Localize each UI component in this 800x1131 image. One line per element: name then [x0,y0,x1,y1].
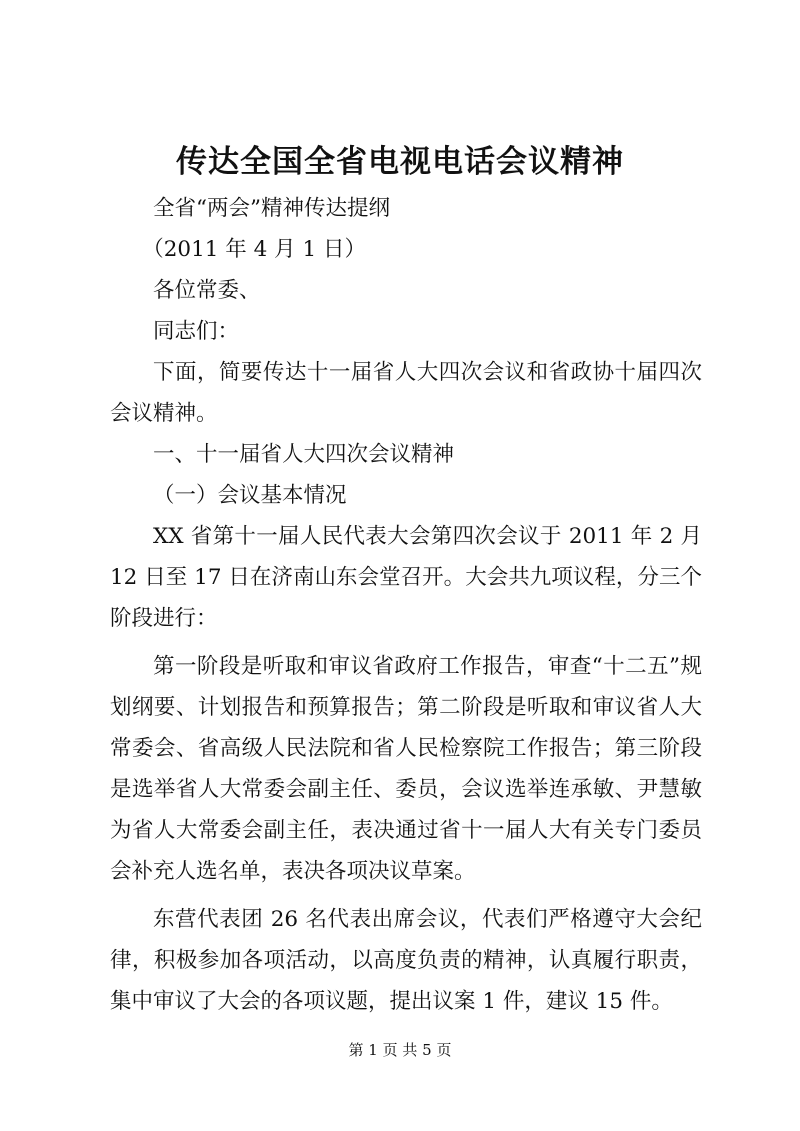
document-body [110,188,702,1022]
body-paragraph: XX 省第十一届人民代表大会第四次会议于 2011 年 2 月 12 日至 17 日在济南山东会堂召开。大会共九项议程，分三个阶段进行： [110,524,702,631]
section-heading: 一、十一届省人大四次会议精神 [153,442,455,467]
date-paragraph: （2011 年 4 月 1 日） [142,237,366,262]
document-title: 传达全国全省电视电话会议精神 [176,144,624,180]
body-paragraph: 第一阶段是听取和审议省政府工作报告，审查“十二五”规划纲要、计划报告和预算报告；第二阶段是听取和审议省人大常委会、省高级人民法院和省人民检察院工作报告；第三阶段是选举省人大常委会副主任、委员，会议选举连承敏、尹慧敏为省人大常委会副主任，表决通过省十一届人大有关专门委员会补充人选名单，表决各项决议草案。 [110,654,702,884]
salutation-paragraph: 同志们： [153,319,240,344]
body-paragraph: 东营代表团 26 名代表出席会议，代表们严格遵守大会纪律，积极参加各项活动，以高度负责的精神，认真履行职责，集中审议了大会的各项议题，提出议案 1 件，建议 15 件。 [110,907,702,1014]
subsection-heading: （一）会议基本情况 [153,483,347,508]
salutation-paragraph: 各位常委、 [153,278,261,303]
page-footer: 第 1 页 共 5 页 [348,1041,452,1059]
subtitle-paragraph: 全省“两会”精神传达提纲 [153,196,390,221]
intro-paragraph: 下面，简要传达十一届省人大四次会议和省政协十届四次会议精神。 [110,360,702,426]
